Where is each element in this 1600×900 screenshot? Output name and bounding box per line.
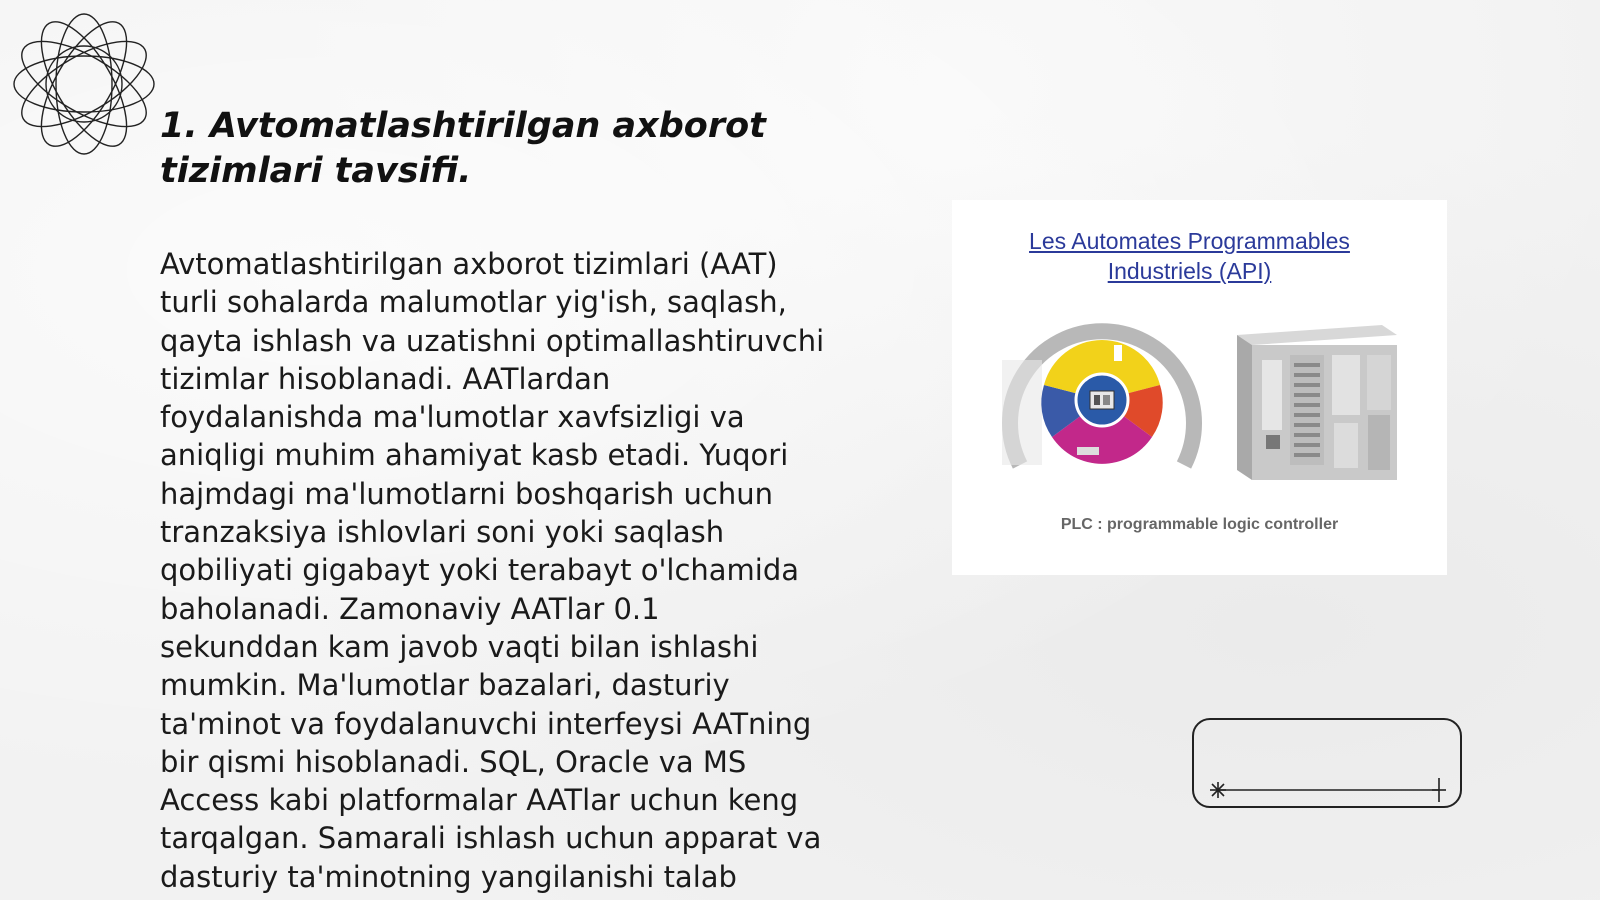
- slide-body-text: Avtomatlashtirilgan axborot tizimlari (AAT) turli sohalarda malumotlar yig'ish, saqlash, qayta ishlash va uzatishni optimallashtiruvchi tizimlar hisoblanadi. AATlardan foydalanishda ma'lumotlar xavfsizligi va aniqligi muhim ahamiyat kasb etadi. Yuqori hajmdagi ma'lumotlarni boshqarish uchun tranzaksiya ishlovlari soni yoki saqlash qobiliyati gigabayt yoki terabayt o'lchamida baholanadi. Zamonaviy AATlar 0.1 sekunddan kam javob vaqti bilan ishlashi mumkin. Ma'lumotlar bazalari, dasturiy ta'minot va foydalanuvchi interfeysi AATning bir qismi hisoblanadi. SQL, Oracle va MS Access kabi platformalar AATlar uchun keng tarqalgan. Samarali ishlash uchun apparat va dasturiy ta'minotning yangilanishi talab: [160, 247, 825, 894]
- plc-figure-card: [952, 200, 1447, 575]
- plc-hardware-icon: [1222, 315, 1402, 480]
- wireframe-sphere-icon: [10, 10, 158, 158]
- figure-caption: PLC : programmable logic controller: [1060, 516, 1339, 533]
- figure-link-line2[interactable]: Industriels (API): [1107, 258, 1272, 284]
- cross-marker-icon: [1432, 778, 1446, 802]
- slider-track-icon: [1194, 720, 1464, 810]
- sparkle-icon: [1210, 782, 1226, 798]
- plc-wheel-diagram-icon: [1002, 315, 1202, 485]
- figure-link[interactable]: [952, 226, 1427, 286]
- figure-link-line1[interactable]: Les Automates Programmables: [1029, 228, 1350, 254]
- slider-decoration: [1192, 718, 1462, 808]
- slide-title: 1. Avtomatlashtirilgan axborot tizimlari tavsifi.: [160, 106, 766, 191]
